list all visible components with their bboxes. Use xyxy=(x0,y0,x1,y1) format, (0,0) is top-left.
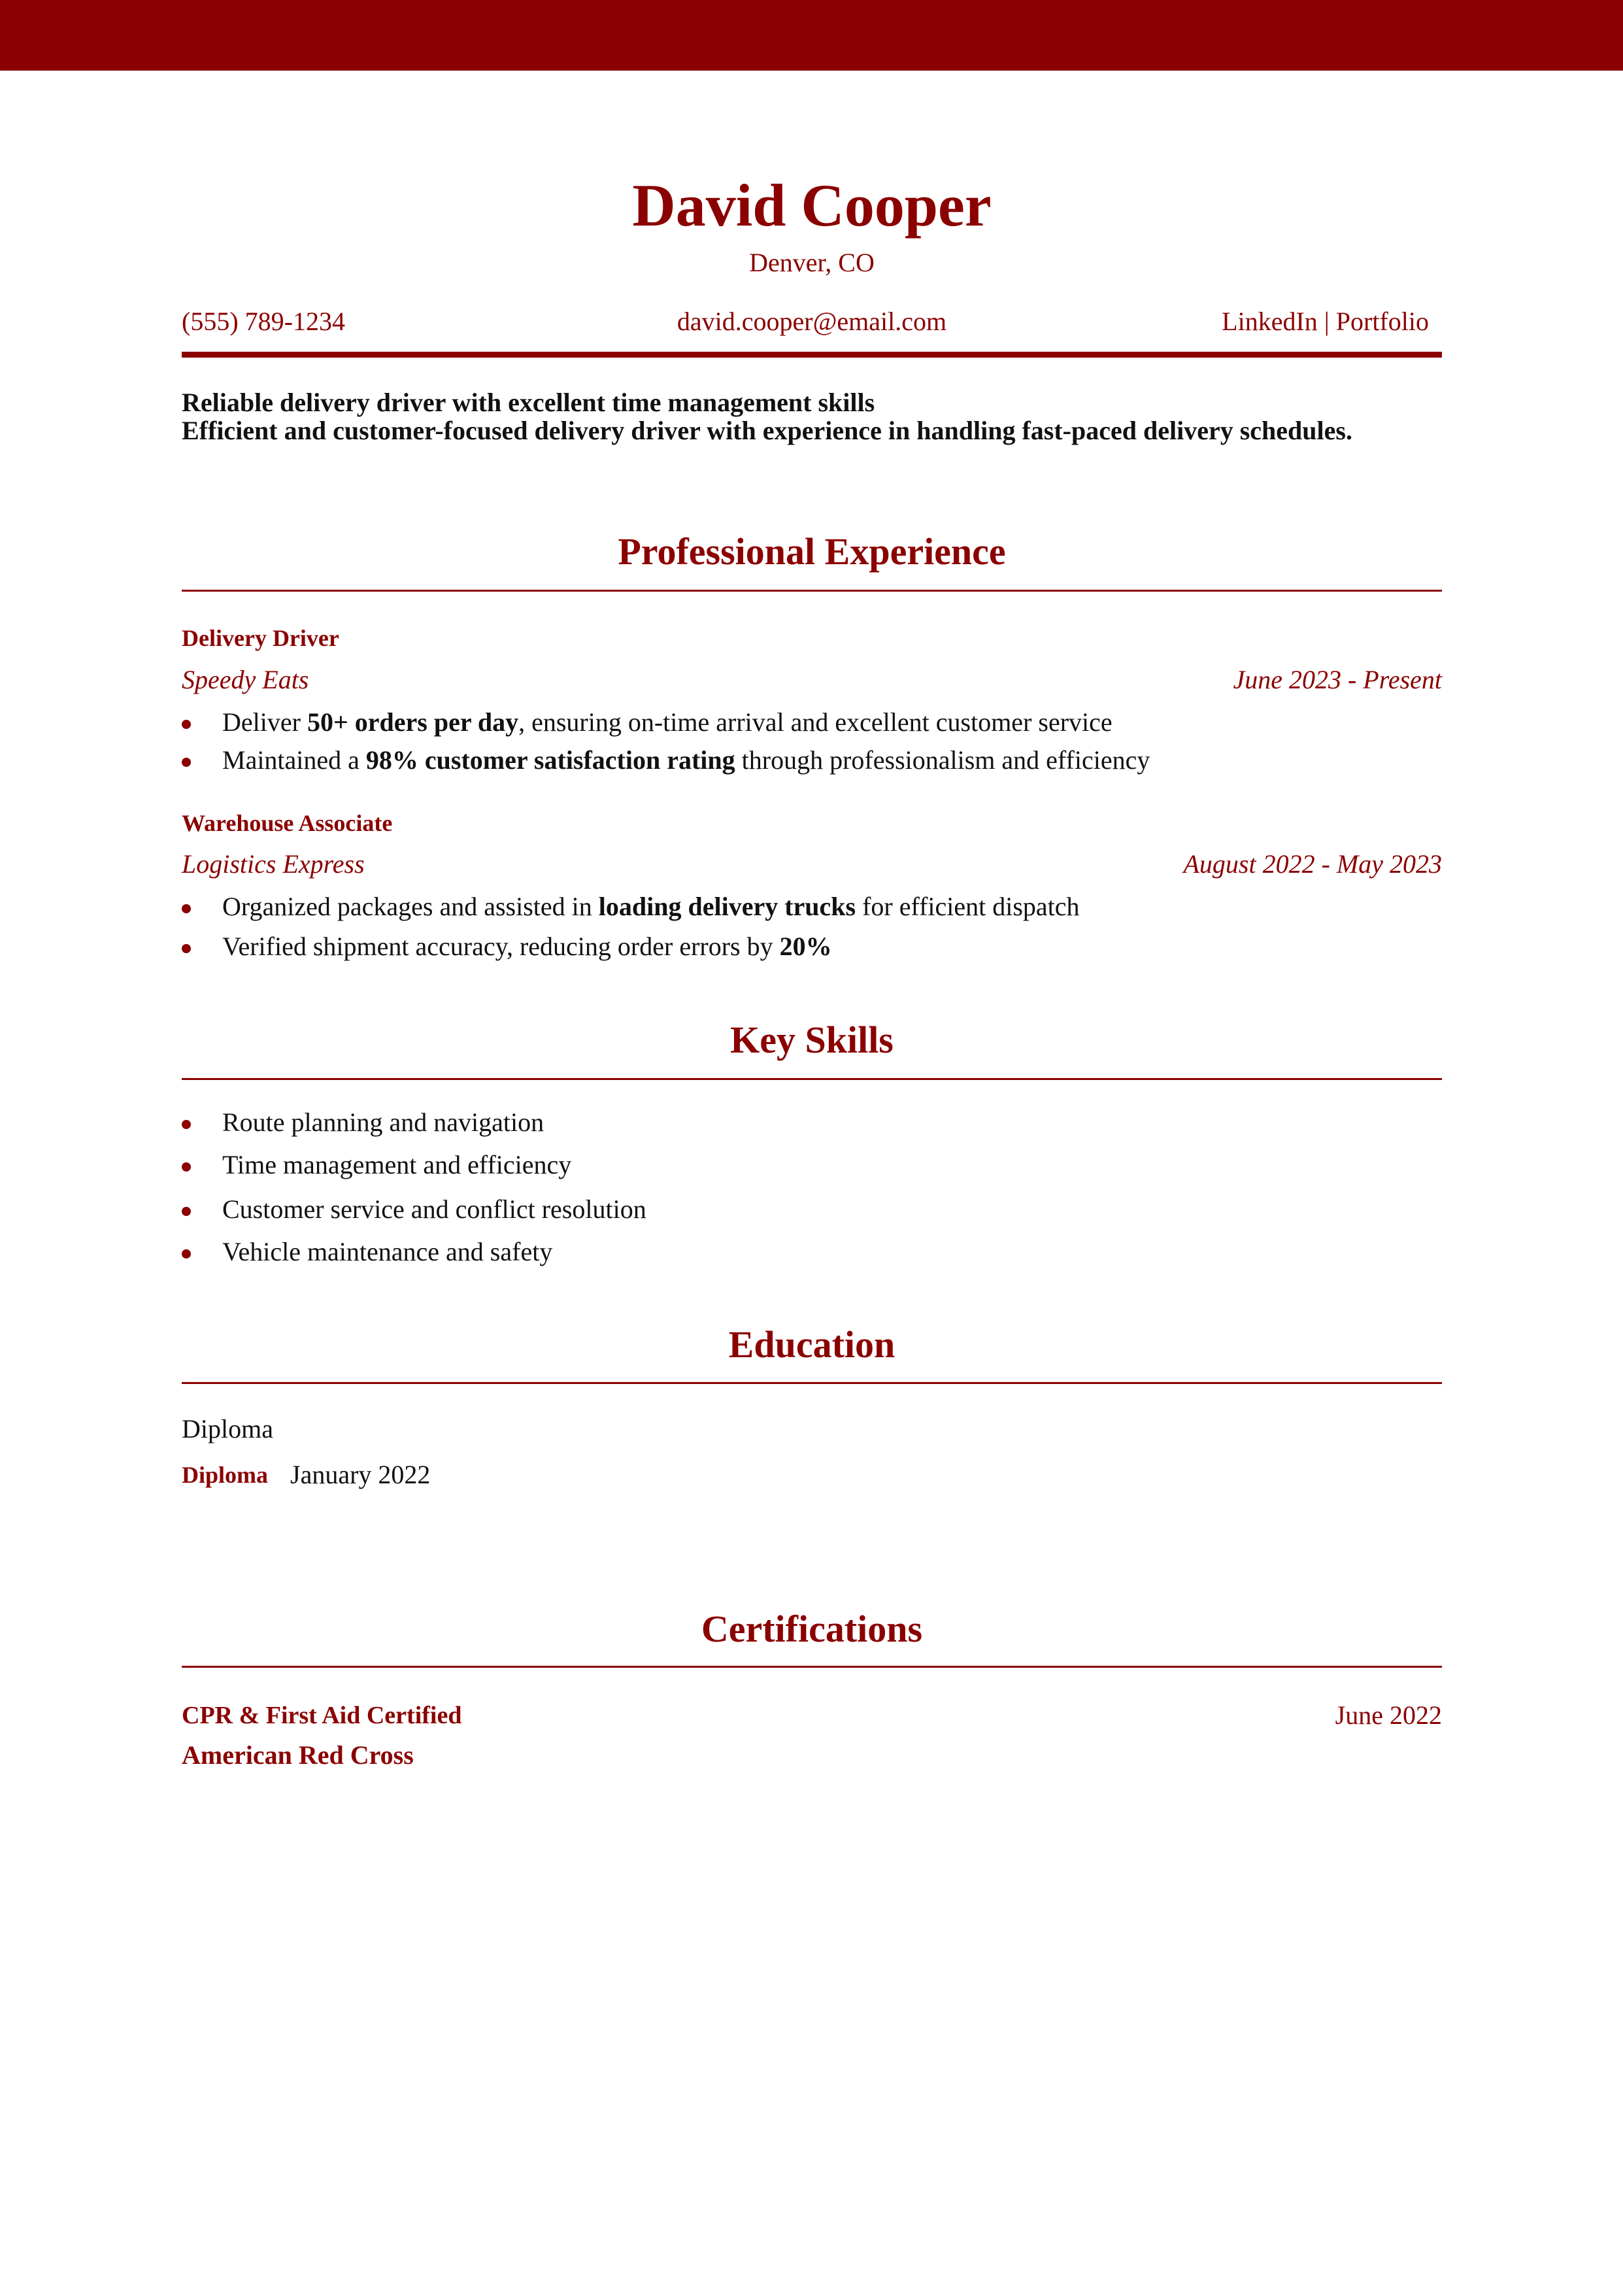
section-divider xyxy=(182,1666,1442,1668)
bullet-icon xyxy=(182,904,191,913)
section-title-certifications: Certifications xyxy=(701,1608,923,1650)
graduation-date: January 2022 xyxy=(290,1460,431,1489)
bullet-icon xyxy=(182,1162,191,1172)
header-divider xyxy=(182,352,1442,358)
job-title: Warehouse Associate xyxy=(182,810,393,836)
bullet-icon xyxy=(182,720,191,729)
job-dates: August 2022 - May 2023 xyxy=(1183,849,1442,879)
job-title: Delivery Driver xyxy=(182,625,339,651)
job-dates: June 2023 - Present xyxy=(1233,665,1442,694)
email-link[interactable]: david.cooper@email.com xyxy=(677,307,947,336)
profile-links[interactable]: LinkedIn | Portfolio xyxy=(1222,307,1429,336)
summary xyxy=(182,388,1442,445)
section-title-experience: Professional Experience xyxy=(618,530,1006,573)
top-accent-bar xyxy=(0,0,1623,71)
section-title-education: Education xyxy=(728,1323,895,1366)
company-name: Speedy Eats xyxy=(182,665,309,694)
summary-description: Efficient and customer-focused delivery driver with experience in handling fast-paced delivery schedules. xyxy=(182,416,1352,445)
section-title-skills: Key Skills xyxy=(730,1019,894,1061)
location: Denver, CO xyxy=(749,248,875,277)
bullet-icon xyxy=(182,1207,191,1216)
section-divider xyxy=(182,1078,1442,1080)
bullet-icon xyxy=(182,944,191,953)
bullet-icon xyxy=(182,1120,191,1129)
certification-issuer: American Red Cross xyxy=(182,1740,414,1770)
degree-label: Diploma xyxy=(182,1462,269,1488)
section-divider xyxy=(182,590,1442,592)
degree-name: Diploma xyxy=(182,1414,273,1443)
phone-number: (555) 789-1234 xyxy=(182,307,345,336)
bullet-icon xyxy=(182,1249,191,1258)
summary-headline: Reliable delivery driver with excellent time management skills xyxy=(182,388,875,417)
certification-name: CPR & First Aid Certified xyxy=(182,1702,462,1729)
bullet-icon xyxy=(182,758,191,767)
candidate-name: David Cooper xyxy=(632,172,992,239)
section-divider xyxy=(182,1382,1442,1384)
certification-date: June 2022 xyxy=(1335,1700,1442,1730)
company-name: Logistics Express xyxy=(182,849,365,879)
